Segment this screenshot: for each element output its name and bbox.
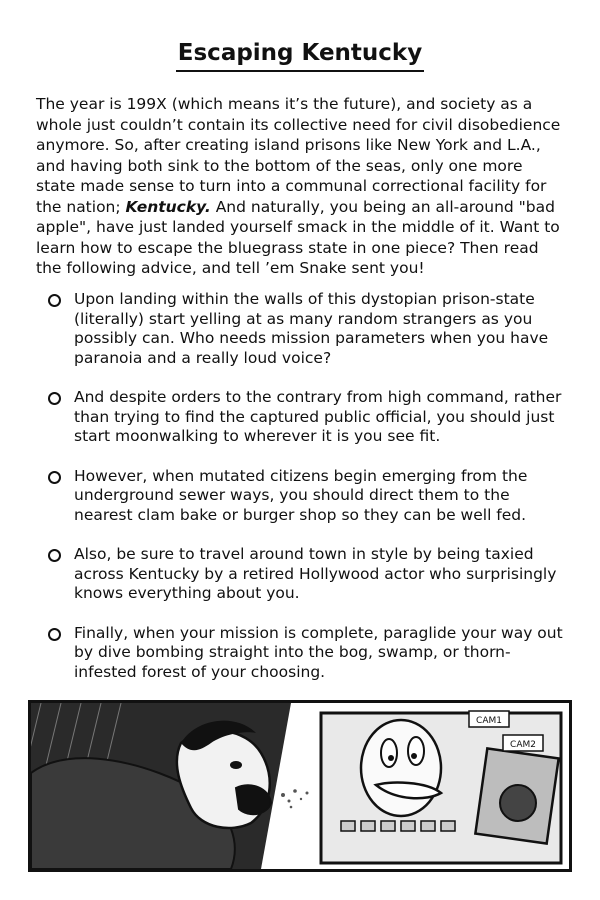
bullet-circle-icon [48,549,61,562]
intro-emphasis: Kentucky. [125,197,211,216]
bullet-circle-icon [48,471,61,484]
page-title [0,40,600,72]
advice-item [46,388,566,447]
advice-item [46,290,566,368]
bullet-circle-icon [48,392,61,405]
advice-text: And despite orders to the contrary from high command, rather than trying to find the captured public official, you should just start moonwalking to wherever it is you see fit. [74,388,562,445]
screen-face [361,720,441,816]
bullet-circle-icon [48,294,61,307]
side-monitor-figure [500,785,536,821]
man-eye [230,761,242,769]
advice-item [46,545,566,604]
intro-paragraph [36,94,566,279]
comic-illustration-panel [28,700,572,872]
title-text: Escaping Kentucky [176,40,424,72]
advice-item [46,624,566,683]
screen-label-cam1: CAM1 [476,716,502,726]
advice-list [46,290,566,702]
advice-text: Also, be sure to travel around town in style by being taxied across Kentucky by a retired Hollywood actor who surprisingly knows everything about you. [74,545,557,602]
spittle [281,789,309,808]
screen-face-eye [381,739,397,767]
advice-text: Finally, when your mission is complete, paraglide your way out by dive bombing straight into the bog, swamp, or thorn-infested forest of your choosing. [74,623,563,681]
comic-illustration [31,703,569,869]
intro-text-after: And naturally, you being an all-around "bad apple", have just landed yourself smack in the middle of it. Want to learn how to escape the bluegrass state in one piece? Then read the following advice, and tell ’em Snake sent you! [36,197,560,277]
bullet-circle-icon [48,628,61,641]
screen-face-eye [408,737,424,765]
intro-text-before: The year is 199X (which means it’s the future), and society as a whole just couldn’t contain its collective need for civil disobedience anymore. So, after creating island prisons like New York and L.A., and having both sink to the bottom of the seas, only one more state made sense to turn into a communal correctional facility for the nation; [36,95,561,216]
advice-text: Upon landing within the walls of this dystopian prison-state (literally) start yelling at as many random strangers as you possibly can. Who needs mission parameters when you have paranoia and a really loud voice? [74,290,549,367]
screen-label-cam2: CAM2 [510,740,536,750]
advice-item [46,467,566,526]
advice-text: However, when mutated citizens begin emerging from the underground sewer ways, you should direct them to the nearest clam bake or burger shop so they can be well fed. [74,466,528,524]
